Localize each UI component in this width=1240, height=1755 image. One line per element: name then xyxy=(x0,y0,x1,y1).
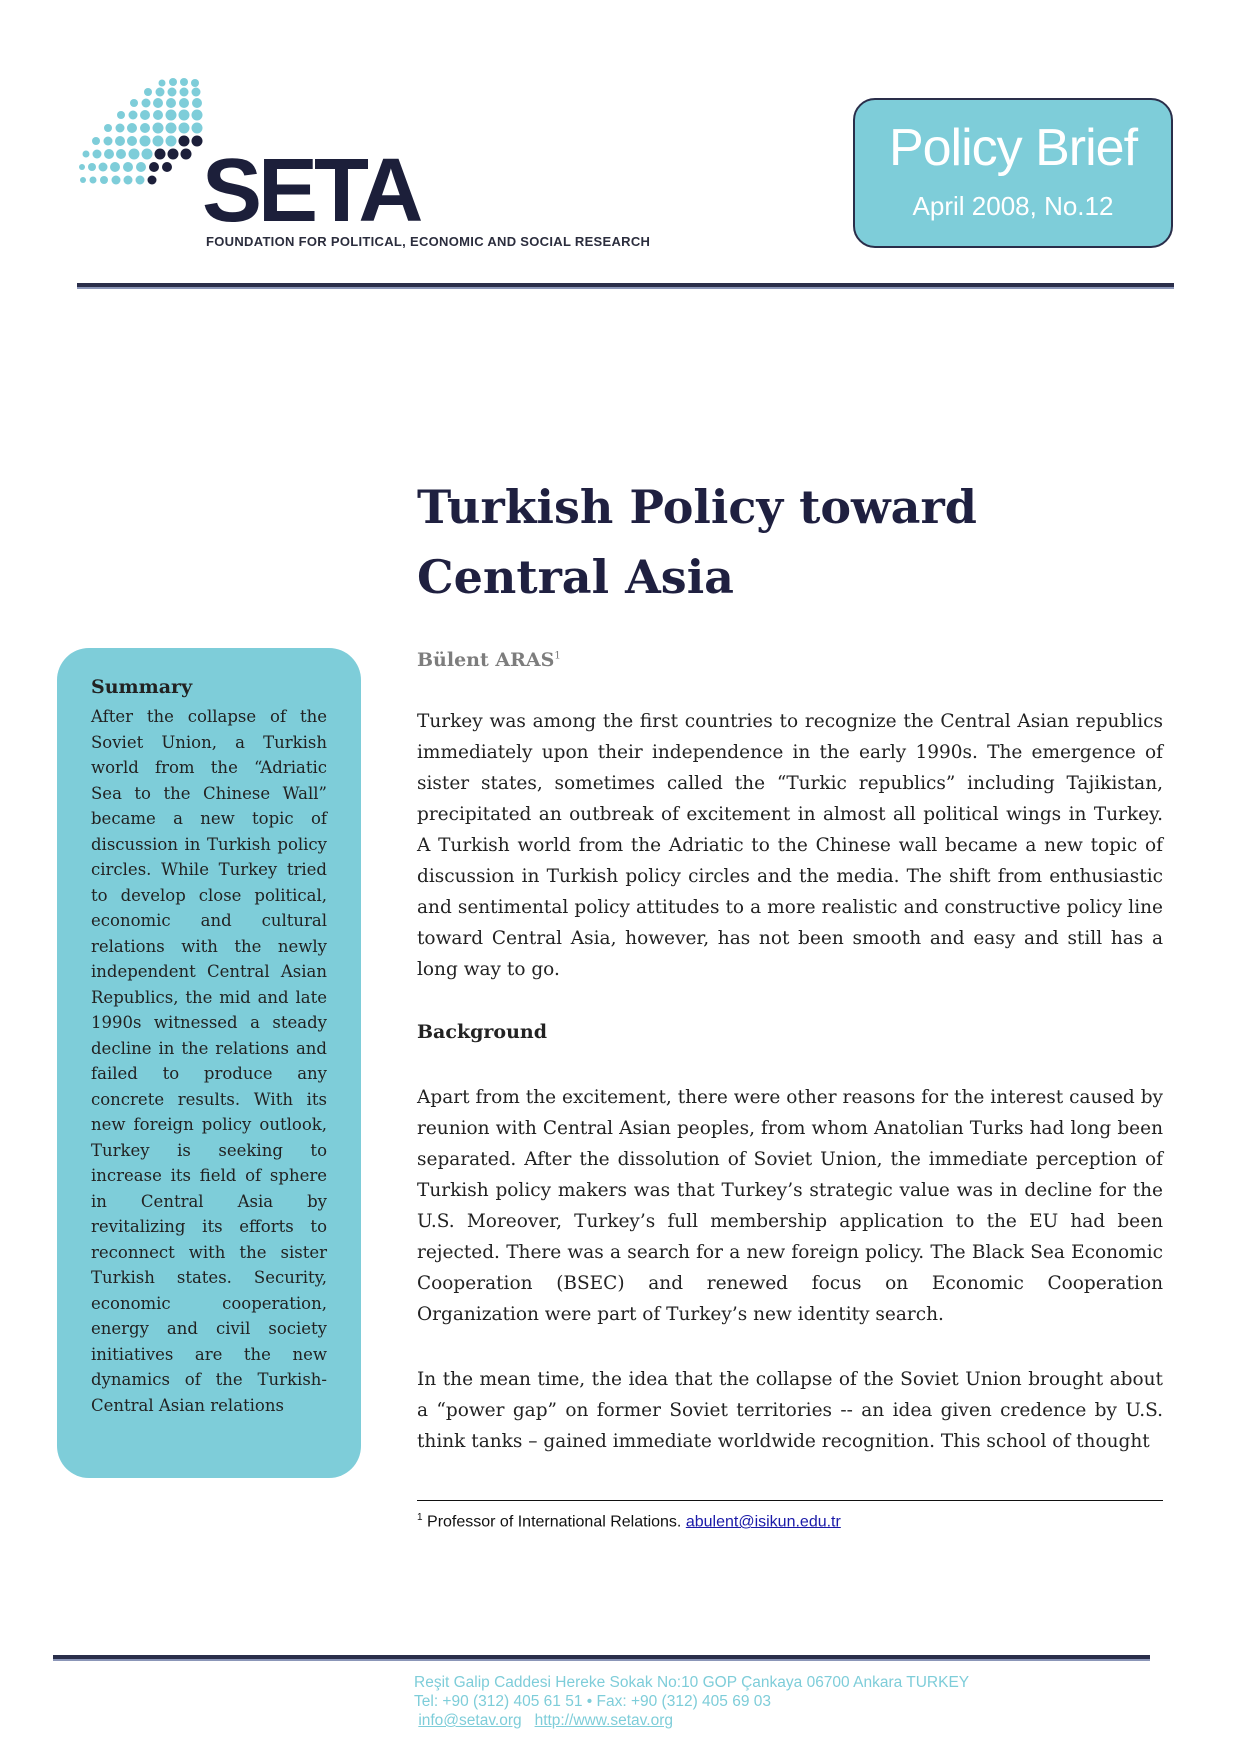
policy-brief-title: Policy Brief xyxy=(888,119,1138,177)
author-footnote-mark: 1 xyxy=(554,650,561,662)
footnote-divider xyxy=(417,1500,1163,1501)
summary-box xyxy=(57,648,361,1478)
footer-email-link[interactable]: info@setav.org xyxy=(418,1712,522,1729)
header-divider xyxy=(77,283,1174,289)
footer-address: Reşit Galip Caddesi Hereke Sokak No:10 GOP Çankaya 06700 Ankara TURKEY xyxy=(414,1674,970,1691)
footer-contact xyxy=(414,1673,969,1730)
body-paragraph-3: In the mean time, the idea that the collapse of the Soviet Union brought about a “power gap” on former Soviet territories -- an idea given credence by U.S. think tanks – gained immediate worldwide recognition. This school of thought xyxy=(417,1369,1163,1452)
footnote xyxy=(417,1512,841,1531)
footnote-mark: 1 xyxy=(417,1512,423,1523)
section-heading-background: Background xyxy=(417,1021,547,1043)
summary-text: After the collapse of the Soviet Union, a Turkish world from the “Adriatic Sea to the Chinese Wall” became a new topic of discussion in Turkish policy circles. While Turkey tried to develop close political, economic and cultural relations with the newly independent Central Asian Republics, the mid and late 1990s witnessed a steady decline in the relations and failed to produce any concrete results. With its new foreign policy outlook, Turkey is seeking to increase its field of sphere in Central Asia by revitalizing its efforts to reconnect with the sister Turkish states. Security, economic cooperation, energy and civil society initiatives are the new dynamics of the Turkish-Central Asian relations xyxy=(91,707,327,1415)
policy-brief-badge xyxy=(853,98,1173,248)
author-name: Bülent ARAS xyxy=(417,649,555,671)
body-paragraph-1: Turkey was among the first countries to recognize the Central Asian republics immediately upon their independence in the early 1990s. The emergence of sister states, sometimes called the “Turkic republics” including Tajikistan, precipitated an outbreak of excitement in almost all political wings in Turkey. A Turkish world from the Adriatic to the Chinese wall became a new topic of discussion in Turkish policy circles and the media. The shift from enthusiastic and sentimental policy attitudes to a more realistic and constructive policy line toward Central Asia, however, has not been smooth and easy and still has a long way to go. xyxy=(417,711,1163,980)
footer-website-link[interactable]: http://www.setav.org xyxy=(534,1712,673,1729)
footer-links xyxy=(414,1711,969,1730)
seta-logo xyxy=(78,74,651,254)
author-line xyxy=(417,649,561,671)
summary-heading: Summary xyxy=(91,676,193,698)
logo-tagline: FOUNDATION FOR POLITICAL, ECONOMIC AND SOCIAL RESEARCH xyxy=(206,234,651,249)
footnote-text: Professor of International Relations. xyxy=(427,1513,682,1531)
document-title: Turkish Policy toward Central Asia xyxy=(417,480,977,604)
policy-brief-date: April 2008, No.12 xyxy=(912,191,1114,222)
body-paragraph-2: Apart from the excitement, there were other reasons for the interest caused by reunion with Central Asian peoples, from whom Anatolian Turks had long been separated. After the dissolution of Soviet Union, the immediate perception of Turkish policy makers was that Turkey’s strategic value was in decline for the U.S. Moreover, Turkey’s full membership application to the EU had been rejected. There was a search for a new foreign policy. The Black Sea Economic Cooperation (BSEC) and renewed focus on Economic Cooperation Organization were part of Turkey’s new identity search. xyxy=(417,1087,1163,1325)
dot-globe-icon xyxy=(78,74,208,204)
footer-divider xyxy=(53,1655,1150,1661)
logo-wordmark: SETA xyxy=(202,141,420,241)
footnote-email-link[interactable]: abulent@isikun.edu.tr xyxy=(685,1513,841,1531)
footer-phone: Tel: +90 (312) 405 61 51 • Fax: +90 (312) 405 69 03 xyxy=(414,1693,772,1710)
